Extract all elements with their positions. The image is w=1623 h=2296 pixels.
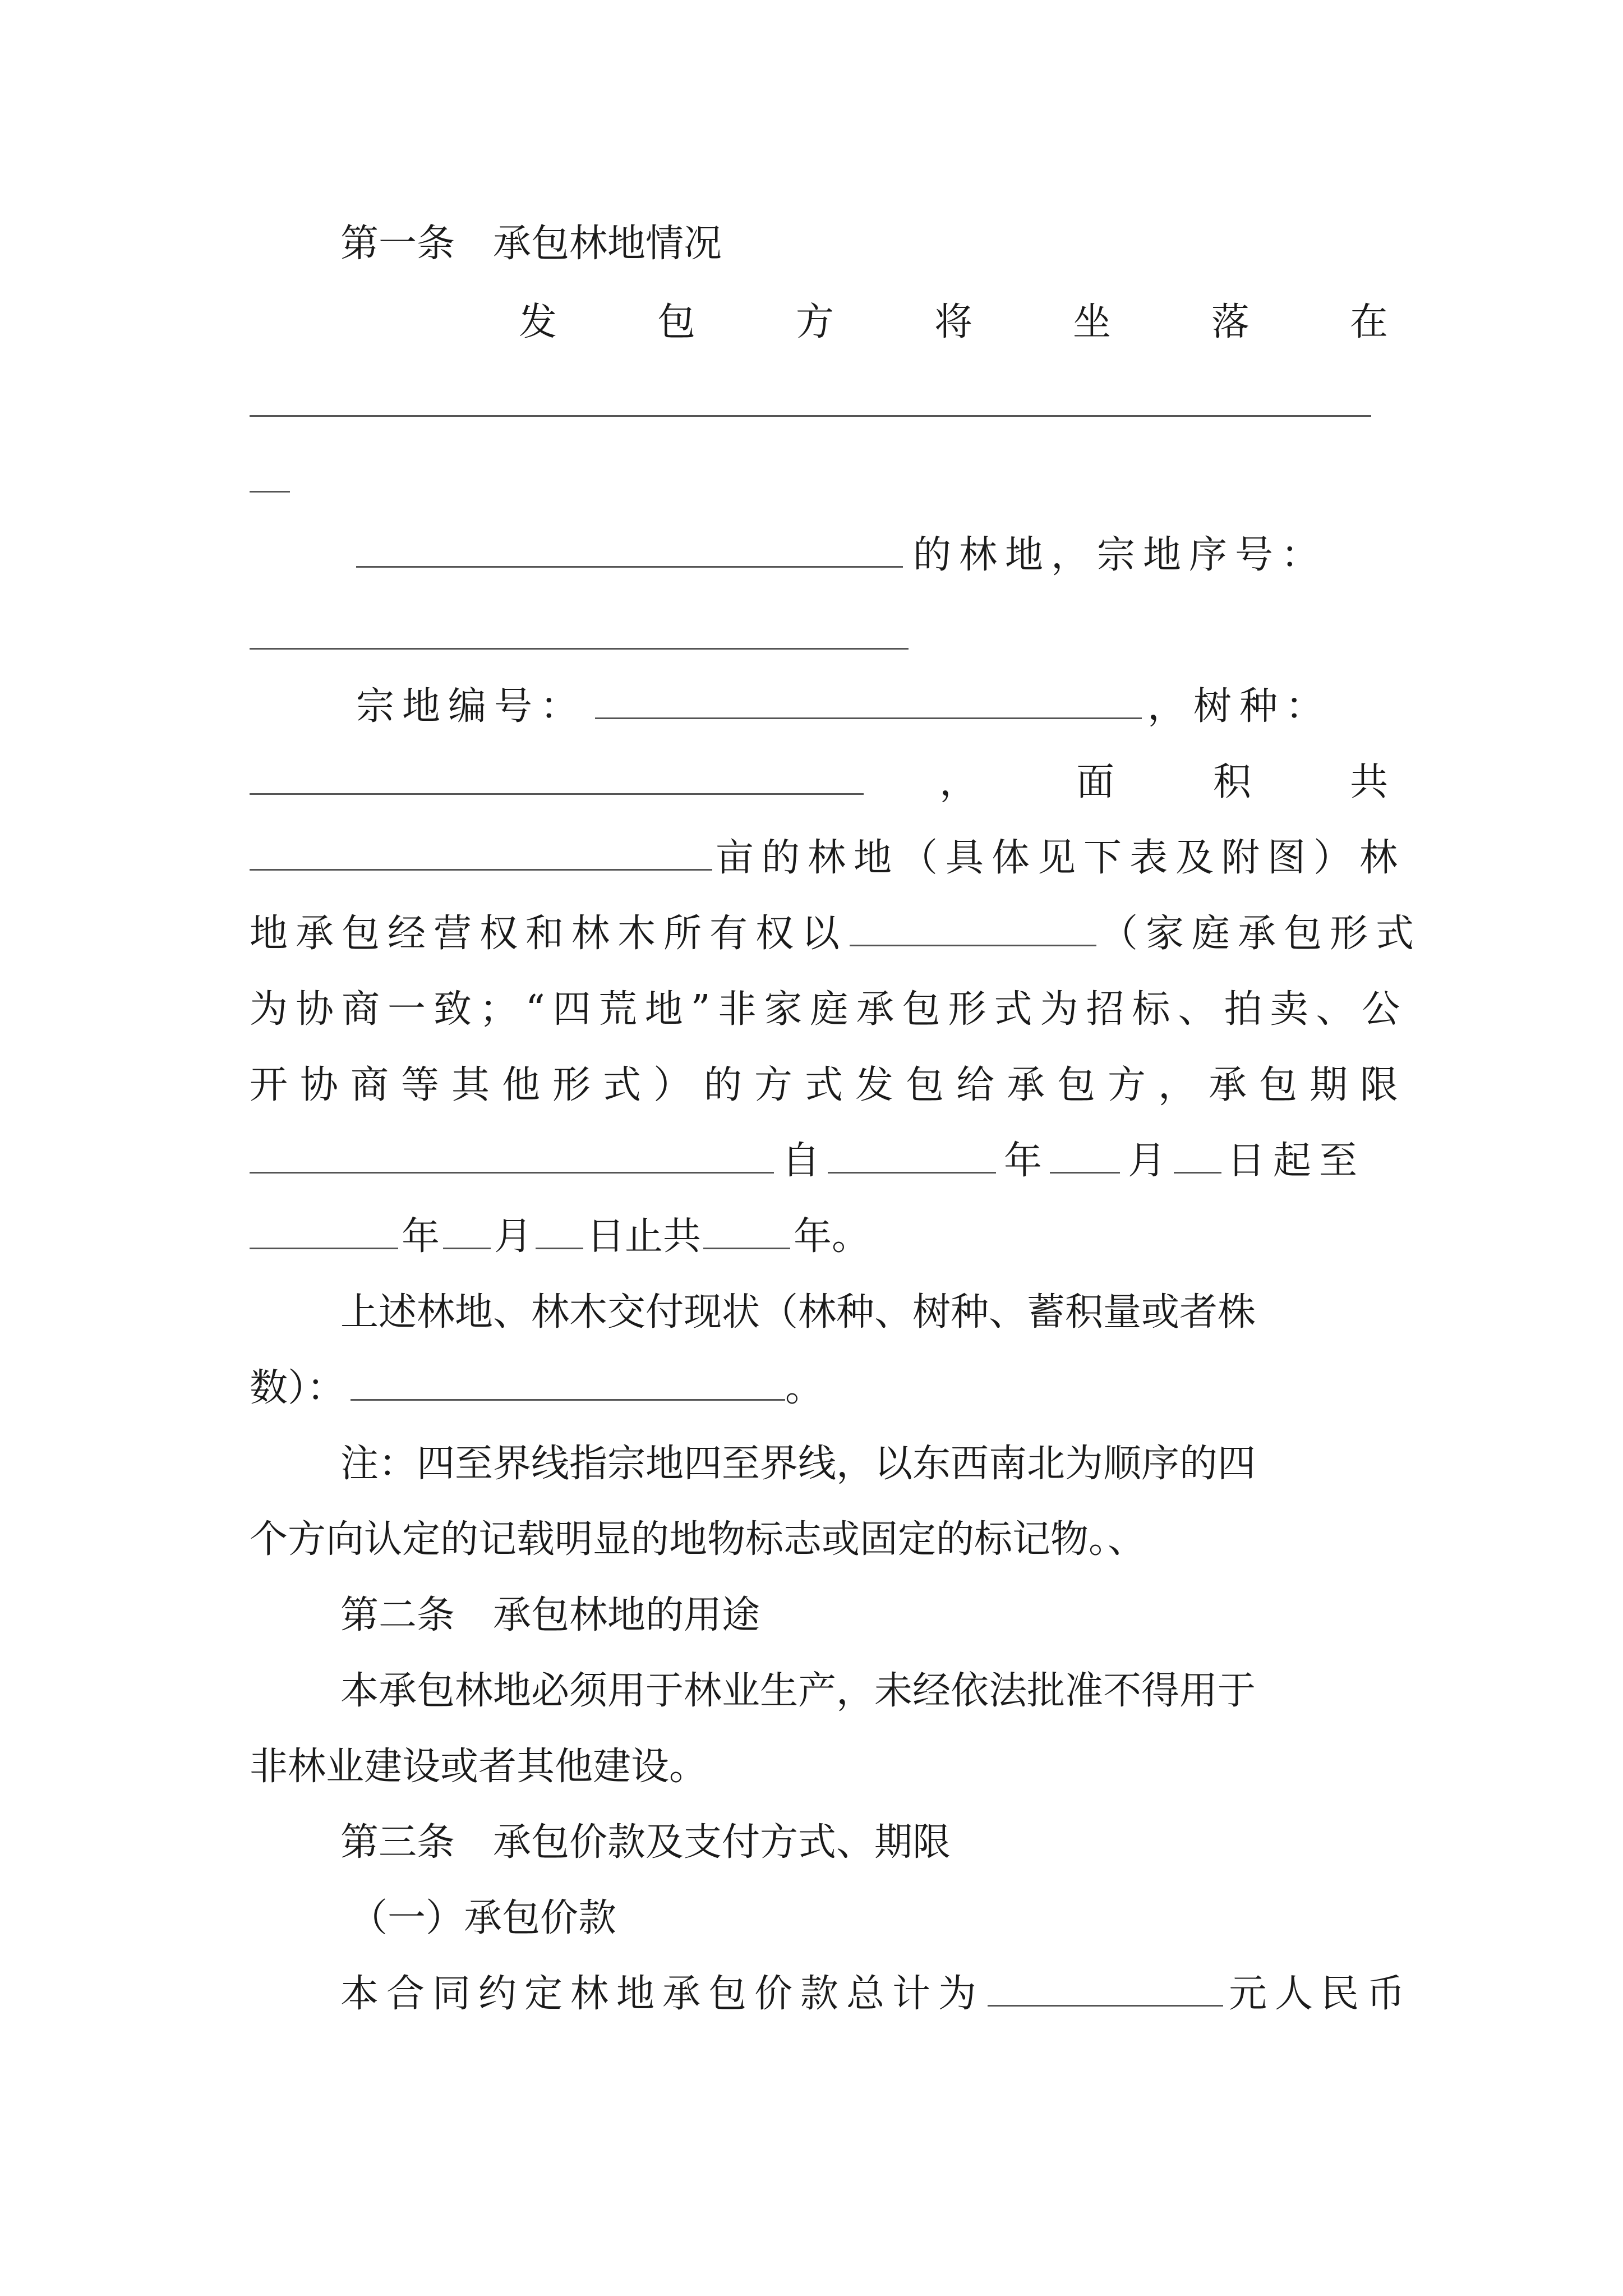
article3-heading: 第三条 承包价款及支付方式、期限 <box>340 1820 951 1865</box>
article3-sub1: （一）承包价款 <box>349 1896 617 1940</box>
article1-line-term-start <box>250 1133 1388 1189</box>
article1-line-parcel-number <box>250 679 1388 735</box>
start-year-label: 年 <box>1004 1139 1043 1183</box>
from-label: 自 <box>782 1139 820 1183</box>
tree-species-label: ，树种： <box>1147 684 1332 729</box>
price-unit: 元人民币 <box>1229 1972 1413 2016</box>
status-blank <box>351 1364 785 1401</box>
article1-note-line2: 个方向认定的记载明显的地物标志或固定的标记物。、 <box>250 1517 1146 1562</box>
end-day-blank <box>536 1213 583 1249</box>
acreage-blank <box>250 834 712 871</box>
term-blank <box>250 1137 774 1174</box>
term-years-label: 年。 <box>794 1214 870 1259</box>
spread-char: 在 <box>1349 300 1388 344</box>
spread-char: 将 <box>934 300 972 344</box>
method-text: 地承包经营权和林木所有权以 <box>250 912 848 956</box>
spread-char: 积 <box>1212 760 1251 804</box>
status-end: 。 <box>785 1366 824 1410</box>
article1-line-acreage <box>250 830 1406 886</box>
spread-char: 方 <box>795 300 834 344</box>
article3-price-line <box>250 1966 1479 2022</box>
price-label: 本合同约定林地承包价款总计为 <box>340 1972 985 2016</box>
article1-status-line2 <box>250 1360 1388 1416</box>
end-month-label: 月 <box>494 1214 533 1259</box>
article1-line-term-end <box>250 1209 1388 1265</box>
start-month-label: 月 <box>1128 1139 1166 1183</box>
method-blank <box>850 910 1096 946</box>
article2-heading: 第二条 承包林地的用途 <box>340 1593 760 1637</box>
spread-char: 包 <box>657 300 695 344</box>
article1-line-location <box>519 295 1388 351</box>
parcel-number-label: 宗地编号： <box>356 684 587 729</box>
area-spread <box>939 754 1388 811</box>
article1-line-term: 开协商等其他形式）的方式发包给承包方，承包期限 <box>250 1063 1411 1107</box>
end-month-blank <box>443 1213 491 1249</box>
location-blank-line <box>250 415 1371 417</box>
article2-body-line1: 本承包林地必须用于林业生产，未经依法批准不得用于 <box>340 1669 1256 1713</box>
end-day-label: 日止共 <box>587 1214 702 1259</box>
start-month-blank <box>1050 1137 1120 1174</box>
parcel-seq-blank <box>250 648 909 650</box>
forest-location-blank <box>356 531 903 568</box>
article1-line-area <box>250 754 1388 811</box>
spread-char: 共 <box>1349 760 1388 804</box>
end-year-label: 年 <box>402 1214 440 1259</box>
end-year-blank <box>250 1213 398 1249</box>
status-label: 数）： <box>250 1366 345 1410</box>
article1-note-line1: 注：四至界线指宗地四至界线，以东西南北为顺序的四 <box>340 1442 1256 1486</box>
spread-char: 面 <box>1076 760 1114 804</box>
spread-char: ， <box>939 760 978 804</box>
article1-line-method-note: 为协商一致；“四荒地”非家庭承包形式为招标、拍卖、公 <box>250 987 1408 1032</box>
article2-body-line2: 非林业建设或者其他建设。 <box>250 1745 708 1789</box>
term-years-blank <box>703 1213 790 1249</box>
spread-char: 坐 <box>1072 300 1111 344</box>
article1-line-parcel-seq <box>250 527 1388 583</box>
method-note: （家庭承包形式 <box>1100 912 1422 956</box>
parcel-number-blank <box>595 683 1142 719</box>
start-day-label: 日起至 <box>1227 1139 1366 1183</box>
parcel-seq-label: 的林地，宗地序号： <box>913 533 1327 577</box>
price-blank <box>988 1970 1223 2007</box>
acreage-text: 亩的林地（具体见下表及附图）林 <box>716 836 1406 880</box>
article1-line-method <box>250 906 1422 962</box>
spread-char: 发 <box>519 300 557 344</box>
article1-heading: 第一条 承包林地情况 <box>340 222 722 266</box>
location-blank-line-continued <box>250 491 290 493</box>
start-year-blank <box>828 1137 996 1174</box>
tree-species-blank <box>250 758 864 795</box>
article1-status-line1: 上述林地、林木交付现状（林种、树种、蓄积量或者株 <box>340 1290 1256 1335</box>
start-day-blank <box>1174 1137 1221 1174</box>
spread-char: 落 <box>1211 300 1249 344</box>
